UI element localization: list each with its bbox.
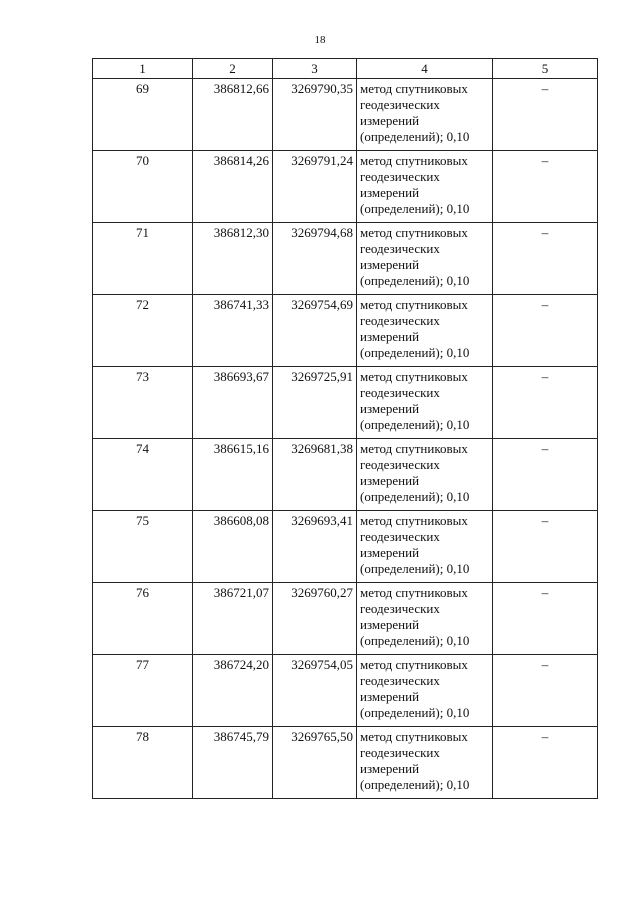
point-number-cell: 78 [93, 727, 193, 799]
column-header-3: 3 [273, 59, 357, 79]
x-coordinate-cell: 386721,07 [193, 583, 273, 655]
x-coordinate-cell: 386724,20 [193, 655, 273, 727]
x-coordinate-cell: 386693,67 [193, 367, 273, 439]
y-coordinate-cell: 3269725,91 [273, 367, 357, 439]
y-coordinate-cell: 3269791,24 [273, 151, 357, 223]
method-cell: метод спутниковых геодезических измерений (определений); 0,10 [357, 511, 493, 583]
point-number-cell: 77 [93, 655, 193, 727]
method-cell: метод спутниковых геодезических измерений (определений); 0,10 [357, 79, 493, 151]
x-coordinate-cell: 386812,66 [193, 79, 273, 151]
y-coordinate-cell: 3269794,68 [273, 223, 357, 295]
table-row [93, 511, 598, 583]
point-number-cell: 73 [93, 367, 193, 439]
table-body [93, 79, 598, 799]
y-coordinate-cell: 3269681,38 [273, 439, 357, 511]
point-number-cell: 74 [93, 439, 193, 511]
method-cell: метод спутниковых геодезических измерений (определений); 0,10 [357, 295, 493, 367]
column-5-cell: – [493, 583, 598, 655]
method-cell: метод спутниковых геодезических измерений (определений); 0,10 [357, 439, 493, 511]
table-row [93, 367, 598, 439]
method-cell: метод спутниковых геодезических измерений (определений); 0,10 [357, 583, 493, 655]
table-row [93, 151, 598, 223]
point-number-cell: 70 [93, 151, 193, 223]
method-cell: метод спутниковых геодезических измерений (определений); 0,10 [357, 727, 493, 799]
point-number-cell: 71 [93, 223, 193, 295]
column-5-cell: – [493, 151, 598, 223]
y-coordinate-cell: 3269760,27 [273, 583, 357, 655]
column-header-4: 4 [357, 59, 493, 79]
y-coordinate-cell: 3269754,05 [273, 655, 357, 727]
x-coordinate-cell: 386608,08 [193, 511, 273, 583]
y-coordinate-cell: 3269765,50 [273, 727, 357, 799]
point-number-cell: 76 [93, 583, 193, 655]
column-header-2: 2 [193, 59, 273, 79]
method-cell: метод спутниковых геодезических измерений (определений); 0,10 [357, 223, 493, 295]
column-5-cell: – [493, 367, 598, 439]
table-row [93, 295, 598, 367]
table-header-row [93, 59, 598, 79]
table-row [93, 223, 598, 295]
column-5-cell: – [493, 439, 598, 511]
x-coordinate-cell: 386812,30 [193, 223, 273, 295]
column-5-cell: – [493, 655, 598, 727]
column-5-cell: – [493, 727, 598, 799]
x-coordinate-cell: 386745,79 [193, 727, 273, 799]
page-number: 18 [314, 34, 326, 46]
y-coordinate-cell: 3269693,41 [273, 511, 357, 583]
x-coordinate-cell: 386814,26 [193, 151, 273, 223]
method-cell: метод спутниковых геодезических измерений (определений); 0,10 [357, 151, 493, 223]
point-number-cell: 72 [93, 295, 193, 367]
coordinates-table [92, 58, 598, 799]
column-header-1: 1 [93, 59, 193, 79]
column-header-5: 5 [493, 59, 598, 79]
table-row [93, 79, 598, 151]
table-row [93, 727, 598, 799]
column-5-cell: – [493, 223, 598, 295]
y-coordinate-cell: 3269790,35 [273, 79, 357, 151]
column-5-cell: – [493, 295, 598, 367]
table-row [93, 655, 598, 727]
column-5-cell: – [493, 79, 598, 151]
method-cell: метод спутниковых геодезических измерений (определений); 0,10 [357, 655, 493, 727]
x-coordinate-cell: 386615,16 [193, 439, 273, 511]
point-number-cell: 69 [93, 79, 193, 151]
point-number-cell: 75 [93, 511, 193, 583]
table-row [93, 583, 598, 655]
table-row [93, 439, 598, 511]
method-cell: метод спутниковых геодезических измерений (определений); 0,10 [357, 367, 493, 439]
x-coordinate-cell: 386741,33 [193, 295, 273, 367]
column-5-cell: – [493, 511, 598, 583]
y-coordinate-cell: 3269754,69 [273, 295, 357, 367]
